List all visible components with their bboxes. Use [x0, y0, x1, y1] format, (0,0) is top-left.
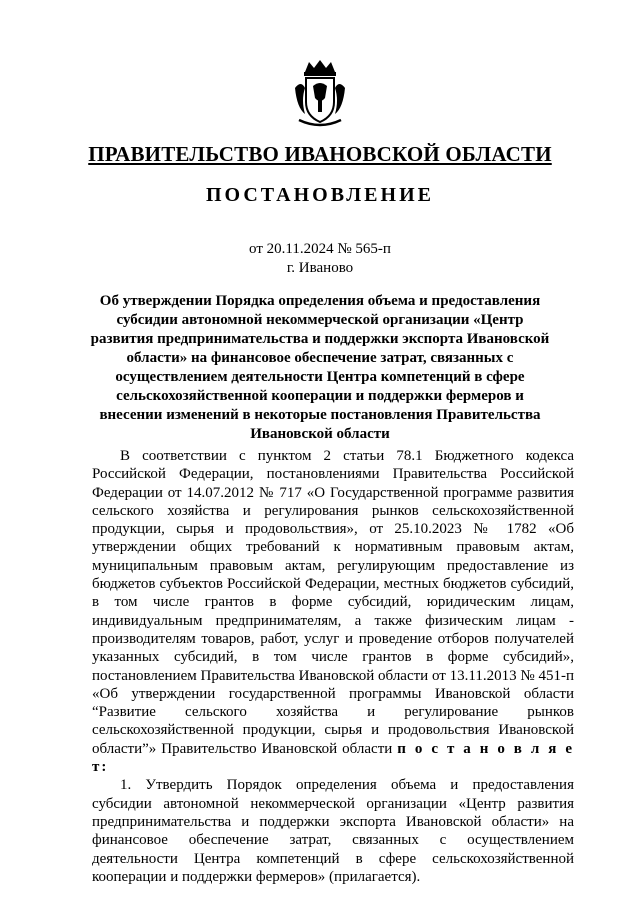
preamble-paragraph [92, 447, 574, 776]
ivanovo-coat-of-arms-icon [293, 58, 347, 128]
document-body [92, 447, 574, 886]
document-title: Об утверждении Порядка определения объема и предоставления субсидии автономной некоммерческой организации «Центр развития предпринимательства и поддержки экспорта Ивановской области» на финансовое обеспечение затрат, связанных с осуществлением деятельности Центра компетенций в сфере сельскохозяйственной кооперации и поддержки фермеров и внесении изменений в некоторые постановления Правительства Ивановской области [90, 293, 550, 442]
government-name: ПРАВИТЕЛЬСТВО ИВАНОВСКОЙ ОБЛАСТИ [88, 142, 552, 166]
city: г. Иваново [286, 260, 354, 276]
preamble-text: В соответствии с пунктом 2 статьи 78.1 Бюджетного кодекса Российской Федерации, постановлениями Правительства Российской Федерации от 14.07.2012 № 717 «О Государственной программе развития сельского хозяйства и регулирования рынков сельскохозяйственной продукции, сырья и продовольствия», от 25.10.2023 № 1782 «Об утверждении общих требований к нормативным правовым актам, муниципальным правовым актам, регулирующим предоставление из бюджетов субъектов Российской Федерации, местных бюджетов субсидий, в том числе грантов в форме субсидий, юридическим лицам, индивидуальным предпринимателям, а также физическим лицам - производителям товаров, работ, услуг и проведение отборов получателей указанных субсидий, в том числе грантов в форме субсидий», постановлением Правительства Ивановской области от 13.11.2013 № 451-п «Об утверждении государственной программы Ивановской области “Развитие сельского хозяйства и регулирование рынков сельскохозяйственной продукции, сырья и продовольствия Ивановской области”» Правительство Ивановской области [92, 448, 574, 757]
date-number: от 20.11.2024 № 565-п [249, 241, 391, 257]
item-1-paragraph: 1. Утвердить Порядок определения объема и предоставления субсидии автономной некоммерческой организации «Центр развития предпринимательства и поддержки экспорта Ивановской области» на финансовое обеспечение затрат, связанных с осуществлением деятельности Центра компетенций в сфере сельскохозяйственной кооперации и поддержки фермеров» (прилагается). [92, 777, 574, 885]
resolves-word: п о с т а н о в л я е т: [92, 740, 574, 776]
document-meta [0, 240, 640, 278]
document-type: ПОСТАНОВЛЕНИЕ [206, 184, 434, 206]
